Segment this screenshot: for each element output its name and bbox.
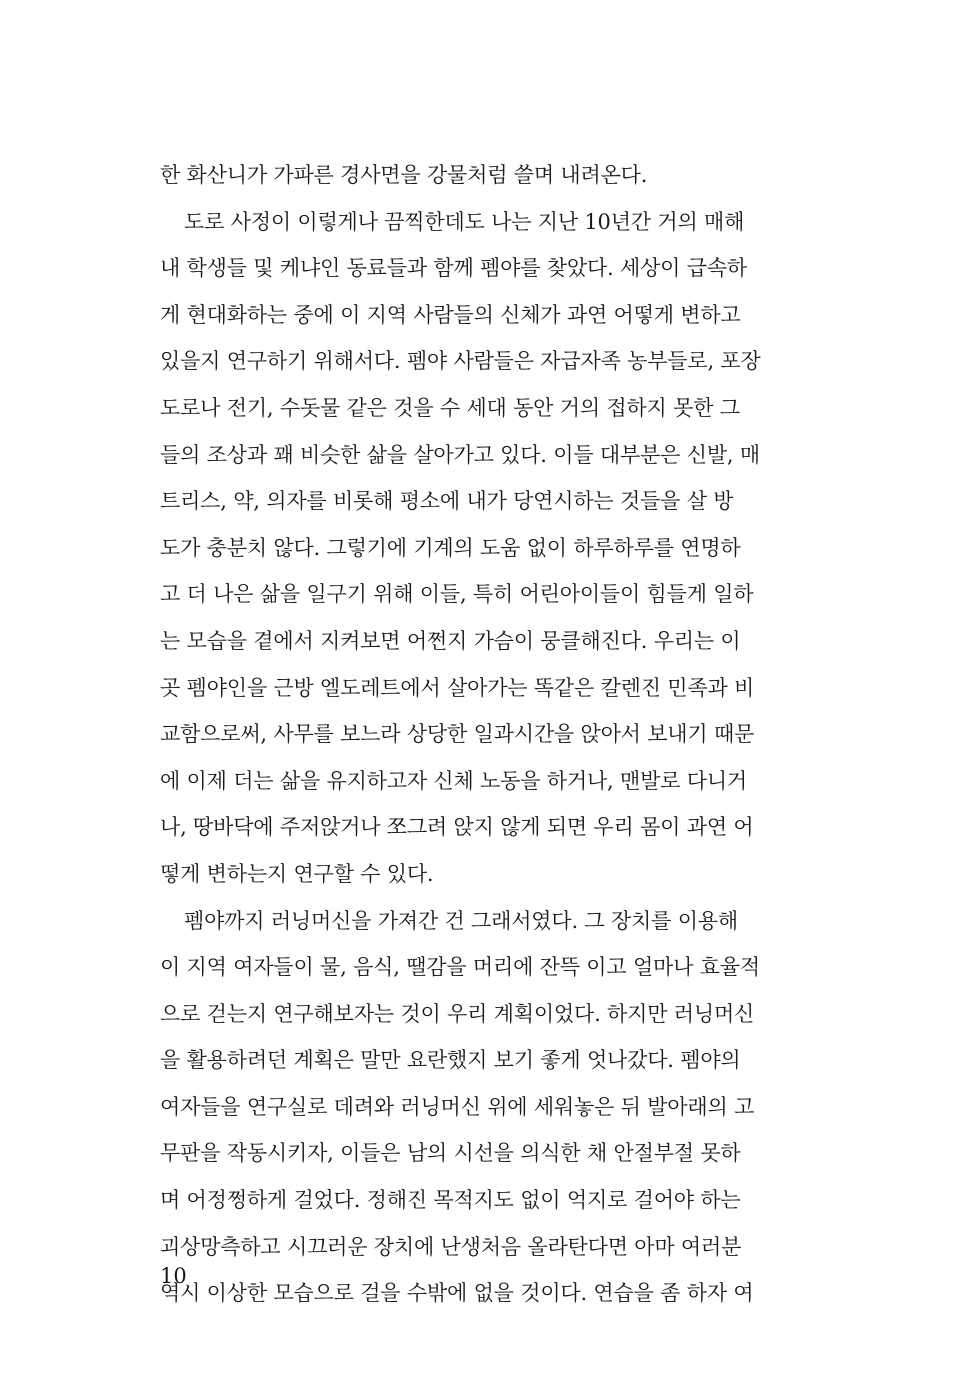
- text-line: 들의 조상과 꽤 비슷한 삶을 살아가고 있다. 이들 대부분은 신발, 매: [160, 442, 760, 467]
- page-number: 10: [160, 1264, 187, 1288]
- text-line: 도가 충분치 않다. 그렇기에 기계의 도움 없이 하루하루를 연명하: [160, 535, 741, 560]
- text-line: 한 화산니가 가파른 경사면을 강물처럼 쓸며 내려온다.: [160, 163, 648, 187]
- text-line: 있을지 연구하기 위해서다. 펨야 사람들은 자급자족 농부들로, 포장: [160, 349, 761, 374]
- text-line: 을 활용하려던 계획은 말만 요란했지 보기 좋게 엇나갔다. 펨야의: [160, 1048, 741, 1073]
- text-line: 으로 걷는지 연구해보자는 것이 우리 계획이었다. 하지만 러닝머신: [160, 1001, 755, 1026]
- text-line: 떻게 변하는지 연구할 수 있다.: [160, 861, 434, 886]
- text-line: 도로 사정이 이렇게나 끔찍한데도 나는 지난 10년간 거의 매해: [184, 209, 745, 234]
- text-line: 나, 땅바닥에 주저앉거나 쪼그려 앉지 않게 되면 우리 몸이 과연 어: [160, 815, 754, 840]
- text-line: 펨야까지 러닝머신을 가져간 건 그래서였다. 그 장치를 이용해: [184, 908, 738, 933]
- text-line: 고 더 나은 삶을 일구기 위해 이들, 특히 어린아이들이 힘들게 일하: [160, 582, 754, 607]
- text-line: 이 지역 여자들이 물, 음식, 땔감을 머리에 잔뜩 이고 얼마나 효율적: [160, 955, 760, 980]
- text-line: 트리스, 약, 의자를 비롯해 평소에 내가 당연시하는 것들을 살 방: [160, 489, 734, 514]
- text-line: 여자들을 연구실로 데려와 러닝머신 위에 세워놓은 뒤 발아래의 고: [160, 1094, 755, 1119]
- text-line: 곳 펨야인을 근방 엘도레트에서 살아가는 똑같은 칼렌진 민족과 비: [160, 675, 755, 700]
- text-line: 내 학생들 및 케냐인 동료들과 함께 펨야를 찾았다. 세상이 급속하: [160, 256, 747, 281]
- text-line: 교함으로써, 사무를 보느라 상당한 일과시간을 앉아서 보내기 때문: [160, 722, 755, 747]
- text-line: 도로나 전기, 수돗물 같은 것을 수 세대 동안 거의 접하지 못한 그: [160, 395, 740, 420]
- text-line: 는 모습을 곁에서 지켜보면 어쩐지 가슴이 뭉클해진다. 우리는 이: [160, 628, 741, 653]
- text-line: 괴상망측하고 시끄러운 장치에 난생처음 올라탄다면 아마 여러분: [160, 1234, 742, 1259]
- text-line: 에 이제 더는 삶을 유지하고자 신체 노동을 하거나, 맨발로 다니거: [160, 768, 747, 793]
- text-line: 며 어정쩡하게 걸었다. 정해진 목적지도 없이 억지로 걸어야 하는: [160, 1188, 741, 1213]
- text-line: 게 현대화하는 중에 이 지역 사람들의 신체가 과연 어떻게 변하고: [160, 302, 741, 327]
- text-line: 역시 이상한 모습으로 걸을 수밖에 없을 것이다. 연습을 좀 하자 여: [160, 1281, 754, 1306]
- text-line: 무판을 작동시키자, 이들은 남의 시선을 의식한 채 안절부절 못하: [160, 1141, 741, 1166]
- page-body: [160, 152, 770, 1317]
